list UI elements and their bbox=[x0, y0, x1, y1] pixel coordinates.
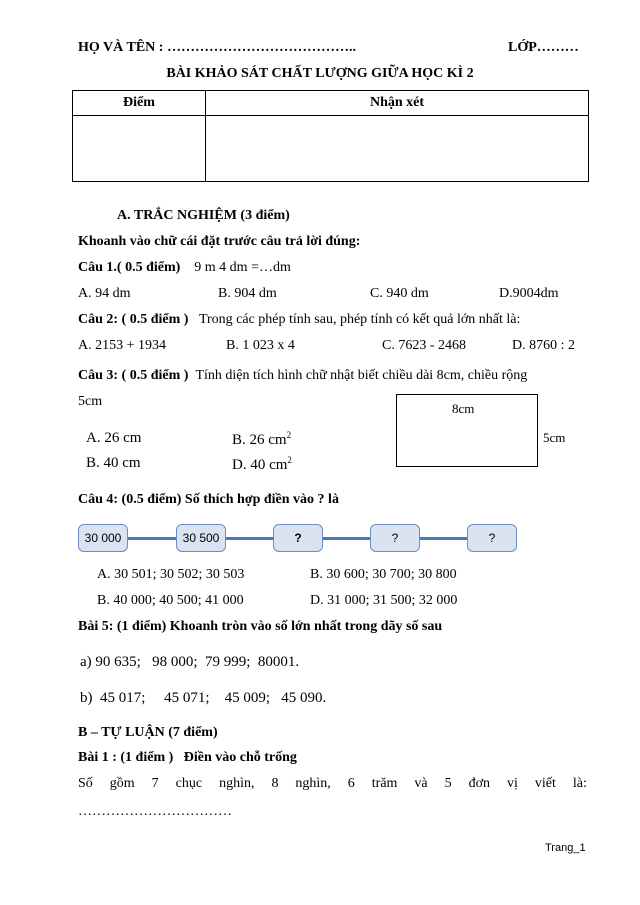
q5-part-b: b) 45 017; 45 071; 45 009; 45 090. bbox=[80, 690, 327, 706]
q2-option-a: A. 2153 + 1934 bbox=[78, 338, 167, 353]
q3-option-b: B. 26 $cm^2$ bbox=[232, 430, 292, 448]
q4-option-c: B. 40 000; 40 500; 41 000 bbox=[97, 593, 244, 608]
exercise-1-answer-dots: …………………………… bbox=[78, 804, 232, 819]
sequence-box-3: ? bbox=[273, 524, 323, 552]
q3-option-d: D. 40 $cm^2$ bbox=[232, 455, 292, 473]
rectangle-length-label: 8cm bbox=[452, 401, 475, 416]
question-3-text-cont: 5cm bbox=[78, 394, 103, 409]
q1-option-a: A. 94 dm bbox=[78, 286, 131, 301]
score-cell bbox=[73, 116, 206, 182]
question-1-text: 9 m 4 dm =…dm bbox=[194, 260, 291, 275]
exercise-1-label: Bài 1 : (1 điểm ) bbox=[78, 750, 174, 765]
page-number: Trang_1 bbox=[545, 842, 586, 854]
exercise-1-sentence: Số gồm 7 chục nghìn, 8 nghìn, 6 trăm và 5 đơn vị viết là: bbox=[78, 776, 587, 791]
rectangle-width-label: 5cm bbox=[543, 430, 566, 445]
q4-option-d: D. 31 000; 31 500; 32 000 bbox=[310, 593, 458, 608]
q4-option-a: A. 30 501; 30 502; 30 503 bbox=[97, 567, 245, 582]
question-3-label: Câu 3: ( 0.5 điểm ) bbox=[78, 368, 189, 383]
question-3-text: Tính diện tích hình chữ nhật biết chiều dài 8cm, chiều rộng bbox=[195, 368, 528, 383]
question-2-text: Trong các phép tính sau, phép tính có kết quả lớn nhất là: bbox=[198, 312, 521, 327]
sequence-box-4: ? bbox=[370, 524, 420, 552]
q4-option-b: B. 30 600; 30 700; 30 800 bbox=[310, 567, 457, 582]
q2-option-b: B. 1 023 x 4 bbox=[226, 338, 295, 353]
question-1 bbox=[78, 260, 291, 276]
q1-option-b: B. 904 dm bbox=[218, 286, 277, 301]
class-field-label: LỚP……… bbox=[508, 40, 579, 55]
question-1-label: Câu 1 bbox=[78, 260, 114, 275]
section-b-title: B – TỰ LUẬN (7 điểm) bbox=[78, 725, 218, 740]
q2-option-c: C. 7623 - 2468 bbox=[382, 338, 466, 353]
sequence-box-2: 30 500 bbox=[176, 524, 226, 552]
exercise-1 bbox=[78, 750, 297, 766]
sequence-box-5: ? bbox=[467, 524, 517, 552]
q1-option-d: D.9004dm bbox=[499, 286, 559, 301]
question-1-points: .( 0.5 điểm) bbox=[113, 260, 181, 275]
name-field-label: HỌ VÀ TÊN : ………………………………….. bbox=[78, 40, 356, 55]
question-5-label: Bài 5: (1 điểm) Khoanh tròn vào số lớn nhất trong dãy số sau bbox=[78, 619, 443, 634]
sequence-box-1: 30 000 bbox=[78, 524, 128, 552]
exercise-1-text: Điền vào chỗ trống bbox=[183, 750, 297, 765]
q5-part-a: a) 90 635; 98 000; 79 999; 80001. bbox=[80, 654, 300, 670]
question-2-label: Câu 2: ( 0.5 điểm ) bbox=[78, 312, 189, 327]
q2-option-d: D. 8760 : 2 bbox=[512, 338, 575, 353]
score-table bbox=[72, 90, 589, 182]
section-a-instruction: Khoanh vào chữ cái đặt trước câu trả lời đúng: bbox=[78, 234, 361, 249]
question-2 bbox=[78, 312, 520, 328]
page-title: BÀI KHẢO SÁT CHẤT LƯỢNG GIỮA HỌC KÌ 2 bbox=[166, 66, 474, 81]
q3-option-c: B. 40 cm bbox=[86, 455, 141, 471]
question-4-label: Câu 4: (0.5 điểm) Số thích hợp điền vào ? là bbox=[78, 492, 339, 507]
comment-header: Nhận xét bbox=[206, 91, 589, 116]
section-a-title: A. TRẮC NGHIỆM (3 điểm) bbox=[117, 208, 290, 223]
question-3 bbox=[78, 368, 527, 384]
q1-option-c: C. 940 dm bbox=[370, 286, 429, 301]
q3-option-a: A. 26 cm bbox=[86, 430, 142, 446]
score-header: Điểm bbox=[73, 91, 206, 116]
comment-cell bbox=[206, 116, 589, 182]
